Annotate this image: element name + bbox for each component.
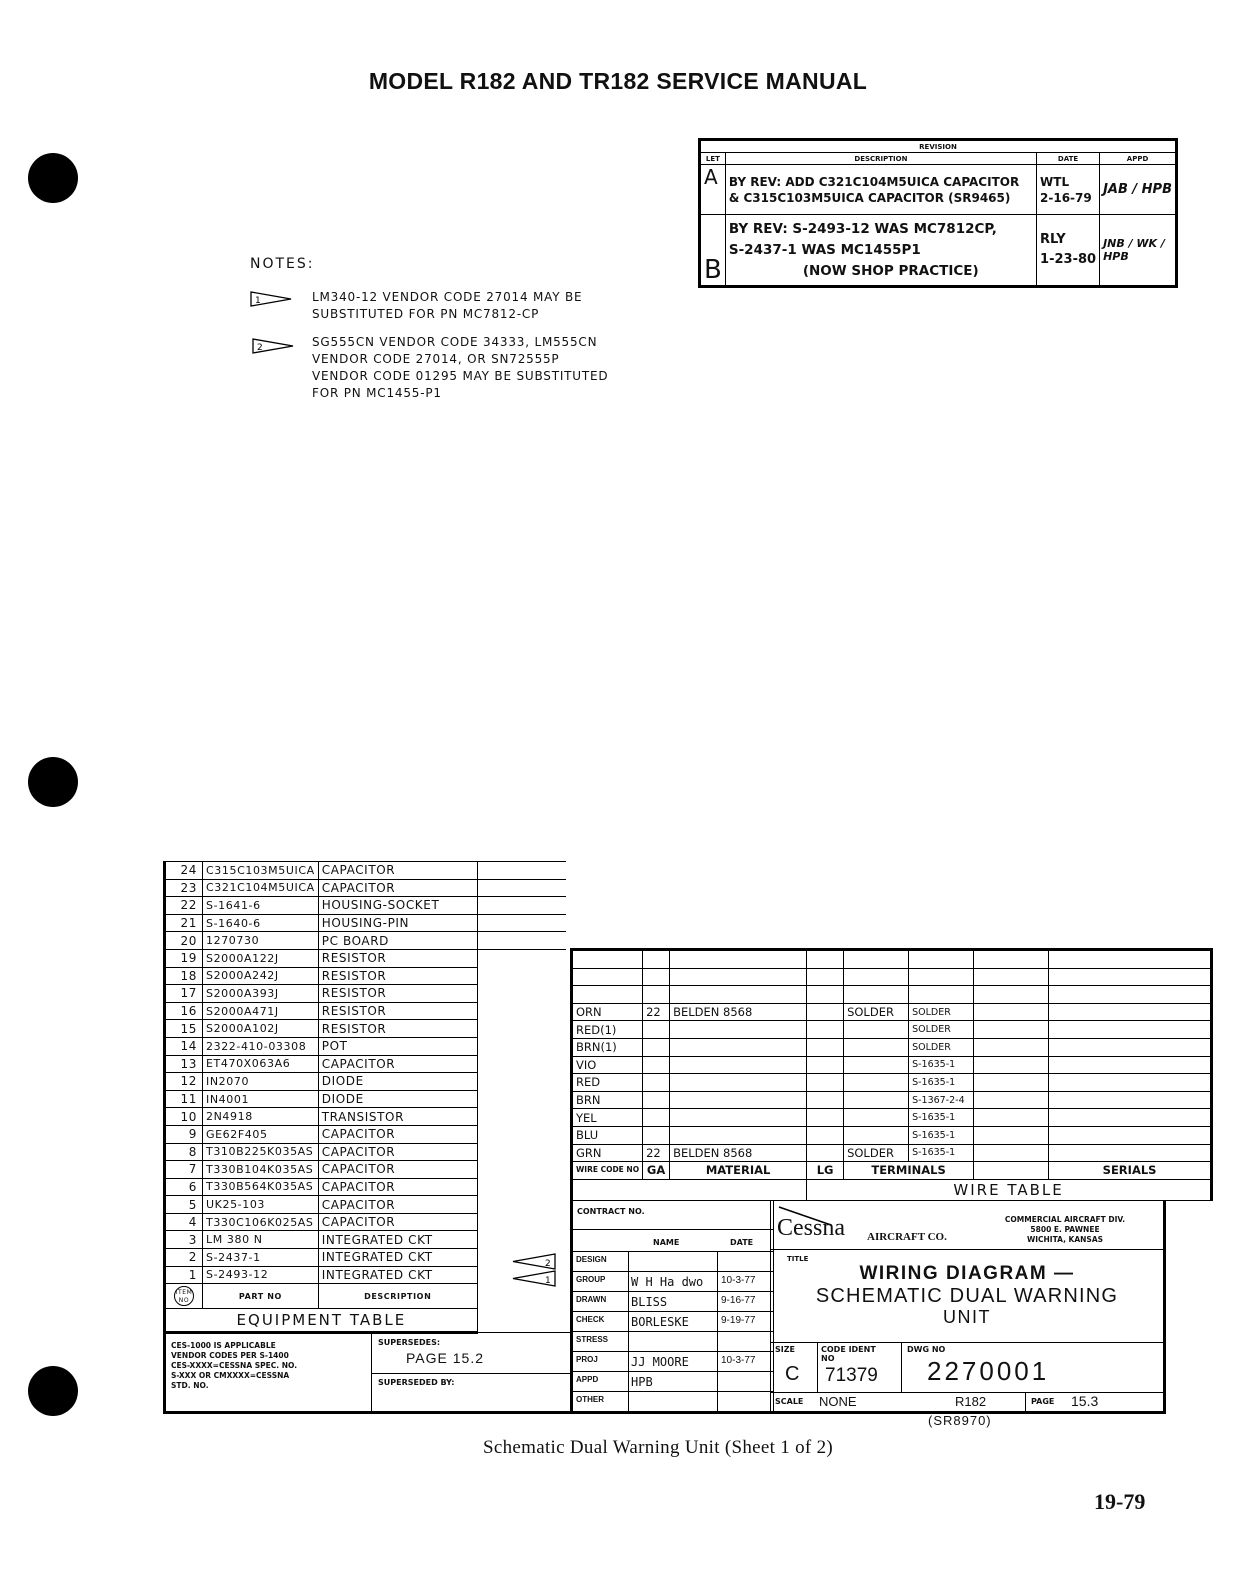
wire-material (670, 1126, 807, 1144)
note-flag-1 (250, 291, 292, 307)
signature-date: 9-16-77 (721, 1295, 756, 1306)
wire-terminal-1 (844, 1091, 909, 1109)
note-line: LM340-12 VENDOR CODE 27014 MAY BE (312, 290, 583, 304)
equip-part-number: T330B564K035AS (203, 1178, 319, 1196)
note-line: SUBSTITUTED FOR PN MC7812-CP (312, 307, 540, 321)
revision-letter: A (700, 165, 726, 215)
equipment-row (165, 1161, 566, 1179)
division-address (973, 1215, 1157, 1245)
signature-role: CHECK (576, 1315, 605, 1324)
page-value: 15.3 (1071, 1393, 1099, 1409)
wire-code: GRN (572, 1144, 643, 1162)
revision-approval: JAB / HPB (1100, 165, 1177, 215)
wire-serials (1049, 1021, 1212, 1039)
figure-caption: Schematic Dual Warning Unit (Sheet 1 of 2) (483, 1437, 833, 1458)
wire-row (572, 1003, 1212, 1021)
equip-description: CAPACITOR (318, 1125, 477, 1143)
equip-description: CAPACITOR (318, 1161, 477, 1179)
equip-description: CAPACITOR (318, 862, 477, 880)
item-flag-number: 2 (545, 1259, 551, 1269)
wire-code: ORN (572, 1003, 643, 1021)
signature-name: HPB (631, 1375, 653, 1389)
wire-blank (974, 1109, 1049, 1127)
wire-material (670, 1109, 807, 1127)
equipment-row (165, 1231, 566, 1249)
equip-description: CAPACITOR (318, 1196, 477, 1214)
equip-item-number: 1 (165, 1266, 203, 1284)
equipment-table (163, 861, 566, 1334)
note-line: SG555CN VENDOR CODE 34333, LM555CN (312, 335, 598, 349)
wire-terminal-1 (844, 1126, 909, 1144)
signature-role: GROUP (576, 1275, 606, 1284)
wire-code: YEL (572, 1109, 643, 1127)
title-block (770, 1200, 1166, 1414)
wire-blank (974, 1021, 1049, 1039)
item-2-flag (512, 1253, 556, 1270)
wire-terminal-2: S-1635-1 (909, 1144, 974, 1162)
signature-row (573, 1391, 773, 1411)
equip-item-number: 5 (165, 1196, 203, 1214)
signature-row (573, 1351, 773, 1371)
wire-serials (1049, 1091, 1212, 1109)
title-label: TITLE (787, 1255, 809, 1263)
equip-item-number: 17 (165, 985, 203, 1003)
wire-material: BELDEN 8568 (670, 1144, 807, 1162)
revision-row-a (700, 165, 1177, 215)
scale-label: SCALE (775, 1397, 804, 1406)
equipment-row (165, 1108, 566, 1126)
revision-block (698, 138, 1178, 288)
wire-material: BELDEN 8568 (670, 1003, 807, 1021)
wire-row (572, 1109, 1212, 1127)
applicability-line: STD. NO. (171, 1381, 209, 1390)
signature-date: 10-3-77 (721, 1355, 756, 1366)
wire-length (807, 1003, 844, 1021)
signature-role: APPD (576, 1375, 599, 1384)
wire-material (670, 1021, 807, 1039)
wire-terminal-1 (844, 1056, 909, 1074)
wire-col-material: MATERIAL (670, 1162, 807, 1180)
equip-description: INTEGRATED CKT (318, 1231, 477, 1249)
drawing-title-line-1: WIRING DIAGRAM — (859, 1263, 1075, 1284)
signature-role: DRAWN (576, 1295, 607, 1304)
equip-part-number: IN2070 (203, 1073, 319, 1091)
equip-part-number: C315C103M5UICA (203, 862, 319, 880)
note-flag-number: 1 (255, 296, 261, 306)
wire-terminal-2: S-1635-1 (909, 1056, 974, 1074)
wire-blank (974, 1038, 1049, 1056)
equip-description: DIODE (318, 1090, 477, 1108)
equipment-table-label: EQUIPMENT TABLE (165, 1309, 478, 1333)
revision-approval: JNB / WK / HPB (1100, 215, 1177, 287)
wire-terminal-1 (844, 1109, 909, 1127)
equip-part-number: S-1641-6 (203, 897, 319, 915)
wire-length (807, 1109, 844, 1127)
equip-part-number: T330B104K035AS (203, 1161, 319, 1179)
page-title: MODEL R182 AND TR182 SERVICE MANUAL (368, 68, 868, 94)
wire-row (572, 1074, 1212, 1092)
wire-length (807, 1126, 844, 1144)
equip-description: CAPACITOR (318, 1143, 477, 1161)
signature-row (573, 1271, 773, 1291)
wire-terminal-1 (844, 1074, 909, 1092)
wire-code: BLU (572, 1126, 643, 1144)
wire-length (807, 1091, 844, 1109)
size-label: SIZE (775, 1345, 796, 1354)
binder-hole-bottom (28, 1366, 78, 1416)
equip-col-part: PART NO (203, 1284, 319, 1309)
serial-reference: (SR8970) (928, 1413, 992, 1428)
wire-row (572, 1091, 1212, 1109)
revision-description: & C315C103M5UICA CAPACITOR (SR9465) (728, 190, 1011, 205)
wire-terminal-1 (844, 1038, 909, 1056)
equip-item-number: 24 (165, 862, 203, 880)
wire-gauge: 22 (643, 1003, 670, 1021)
equipment-row (165, 1125, 566, 1143)
applicability-line: CES-1000 IS APPLICABLE (171, 1341, 276, 1350)
revision-letter: B (700, 215, 726, 287)
signature-row (573, 1371, 773, 1391)
wire-length (807, 1074, 844, 1092)
wire-col-serials: SERIALS (1049, 1162, 1212, 1180)
equip-item-number: 13 (165, 1055, 203, 1073)
wire-terminal-2: SOLDER (909, 1021, 974, 1039)
equipment-row (165, 1143, 566, 1161)
equip-description: INTEGRATED CKT (318, 1249, 477, 1267)
wire-blank (974, 1126, 1049, 1144)
wire-length (807, 1056, 844, 1074)
equip-description: CAPACITOR (318, 1213, 477, 1231)
superseded-by-label: SUPERSEDED BY: (378, 1378, 455, 1387)
item-no-icon (174, 1286, 194, 1306)
signature-role: DESIGN (576, 1255, 607, 1264)
equip-item-number: 7 (165, 1161, 203, 1179)
equip-description: RESISTOR (318, 949, 477, 967)
equip-part-number: S2000A102J (203, 1020, 319, 1038)
revision-date: 2-16-79 (1040, 190, 1092, 205)
wire-blank (974, 1056, 1049, 1074)
wire-terminal-2: S-1635-1 (909, 1126, 974, 1144)
equip-item-number: 4 (165, 1213, 203, 1231)
wire-blank (974, 1091, 1049, 1109)
equip-description: HOUSING-SOCKET (318, 897, 477, 915)
equipment-row (165, 1090, 566, 1108)
equip-description: TRANSISTOR (318, 1108, 477, 1126)
wire-terminal-1: SOLDER (844, 1144, 909, 1162)
equip-part-number: T310B225K035AS (203, 1143, 319, 1161)
wire-terminal-2: SOLDER (909, 1038, 974, 1056)
division-line: COMMERCIAL AIRCRAFT DIV. (1004, 1215, 1126, 1224)
signature-row (573, 1251, 773, 1271)
revision-initials: WTL (1040, 174, 1070, 189)
equip-item-number: 18 (165, 967, 203, 985)
page-number: 19-79 (1094, 1489, 1146, 1514)
wire-col-lg: LG (807, 1162, 844, 1180)
revision-description: BY REV: S-2493-12 WAS MC7812CP, (728, 220, 997, 237)
wire-terminal-2: SOLDER (909, 1003, 974, 1021)
equip-item-number: 6 (165, 1178, 203, 1196)
supersedes-value: PAGE 15.2 (406, 1350, 485, 1366)
equip-part-number: LM 380 N (203, 1231, 319, 1249)
equip-description: HOUSING-PIN (318, 914, 477, 932)
equip-description: RESISTOR (318, 967, 477, 985)
signature-date: 10-3-77 (721, 1275, 756, 1286)
equip-part-number: C321C104M5UICA (203, 879, 319, 897)
equip-part-number: IN4001 (203, 1090, 319, 1108)
equip-item-number: 9 (165, 1125, 203, 1143)
equipment-row (165, 914, 566, 932)
note-line: VENDOR CODE 01295 MAY BE SUBSTITUTED (312, 369, 609, 383)
equipment-row (165, 1055, 566, 1073)
wire-terminal-1 (844, 1021, 909, 1039)
equip-part-number: S2000A393J (203, 985, 319, 1003)
equip-item-number: 22 (165, 897, 203, 915)
wire-terminal-1: SOLDER (844, 1003, 909, 1021)
wire-material (670, 1038, 807, 1056)
equip-item-number: 3 (165, 1231, 203, 1249)
equipment-row (165, 897, 566, 915)
equip-description: POT (318, 1037, 477, 1055)
revision-col-description: DESCRIPTION (725, 153, 1036, 165)
equipment-row (165, 1249, 566, 1267)
binder-hole-top (28, 153, 78, 203)
equip-part-number: S-2493-12 (203, 1266, 319, 1284)
equipment-row (165, 1196, 566, 1214)
signature-row (573, 1311, 773, 1331)
wire-code: RED (572, 1074, 643, 1092)
wire-serials (1049, 1144, 1212, 1162)
equip-item-number: 16 (165, 1002, 203, 1020)
contract-block (570, 1200, 774, 1414)
binder-hole-middle (28, 757, 78, 807)
dwg-no-value: 2270001 (927, 1356, 1050, 1386)
item-1-flag (512, 1270, 556, 1287)
wire-material (670, 1091, 807, 1109)
equip-item-number: 10 (165, 1108, 203, 1126)
wire-serials (1049, 1003, 1212, 1021)
signature-role: PROJ (576, 1355, 598, 1364)
signature-row (573, 1331, 773, 1351)
wire-row (572, 1021, 1212, 1039)
equip-description: CAPACITOR (318, 1055, 477, 1073)
equipment-row (165, 1073, 566, 1091)
wire-table (570, 948, 1213, 1201)
equipment-row (165, 1178, 566, 1196)
wire-row (572, 1056, 1212, 1074)
wire-serials (1049, 1038, 1212, 1056)
wire-serials (1049, 1126, 1212, 1144)
wire-blank (974, 1144, 1049, 1162)
equip-description: DIODE (318, 1073, 477, 1091)
equip-part-number: S-1640-6 (203, 914, 319, 932)
equipment-row (165, 879, 566, 897)
equipment-row (165, 932, 566, 950)
wire-serials (1049, 1074, 1212, 1092)
code-ident-value: 71379 (825, 1365, 878, 1386)
wire-gauge (643, 1074, 670, 1092)
applicability-line: VENDOR CODES PER S-1400 (171, 1351, 289, 1360)
applicability-note (171, 1341, 297, 1391)
note-line: VENDOR CODE 27014, OR SN72555P (312, 352, 560, 366)
wire-terminal-2: S-1635-1 (909, 1109, 974, 1127)
equip-part-number: S2000A471J (203, 1002, 319, 1020)
signature-name: BLISS (631, 1295, 668, 1309)
contract-label: CONTRACT NO. (577, 1207, 645, 1216)
equip-item-number: 19 (165, 949, 203, 967)
equip-item-number: 21 (165, 914, 203, 932)
wire-col-terminals: TERMINALS (844, 1162, 974, 1180)
signature-name: JJ MOORE (631, 1355, 689, 1369)
equip-item-number: 20 (165, 932, 203, 950)
equipment-row (165, 1266, 566, 1284)
revision-description: S-2437-1 WAS MC1455P1 (728, 241, 921, 258)
wire-row (572, 1126, 1212, 1144)
wire-blank (974, 1003, 1049, 1021)
equip-part-number: UK25-103 (203, 1196, 319, 1214)
wire-terminal-2: S-1635-1 (909, 1074, 974, 1092)
revision-col-let: LET (700, 153, 726, 165)
equip-description: CAPACITOR (318, 879, 477, 897)
wire-material (670, 1074, 807, 1092)
equipment-row (165, 1037, 566, 1055)
dwg-no-label: DWG NO (907, 1345, 946, 1354)
company-suffix: AIRCRAFT CO. (867, 1231, 947, 1243)
notes-heading: NOTES: (250, 256, 315, 272)
equip-item-number: 23 (165, 879, 203, 897)
signature-name: BORLESKE (631, 1315, 689, 1329)
supersedes-block (163, 1332, 573, 1414)
size-value: C (785, 1363, 800, 1385)
revision-date: 1-23-80 (1040, 252, 1097, 267)
col-date-label: DATE (730, 1238, 754, 1247)
revision-description: (NOW SHOP PRACTICE) (802, 262, 979, 279)
wire-code: RED(1) (572, 1021, 643, 1039)
equip-part-number: ET470X063A6 (203, 1055, 319, 1073)
equipment-row (165, 1002, 566, 1020)
wire-gauge (643, 1126, 670, 1144)
wire-serials (1049, 1056, 1212, 1074)
equip-description: RESISTOR (318, 1002, 477, 1020)
scale-value: NONE (819, 1394, 857, 1409)
equipment-row (165, 1213, 566, 1231)
equipment-row (165, 1020, 566, 1038)
wire-gauge (643, 1056, 670, 1074)
equip-description: RESISTOR (318, 1020, 477, 1038)
equip-part-number: S2000A122J (203, 949, 319, 967)
equipment-row (165, 949, 566, 967)
equipment-row (165, 862, 566, 880)
wire-length (807, 1021, 844, 1039)
equip-part-number: 2322-410-03308 (203, 1037, 319, 1055)
revision-row-b (700, 215, 1177, 287)
company-logo: Cessna (777, 1215, 845, 1241)
equipment-row (165, 967, 566, 985)
wire-length (807, 1144, 844, 1162)
note-2 (312, 334, 608, 402)
division-line: 5800 E. PAWNEE (1030, 1225, 1100, 1234)
revision-heading: REVISION (700, 140, 1177, 153)
equip-part-number: GE62F405 (203, 1125, 319, 1143)
revision-col-appd: APPD (1100, 153, 1177, 165)
wire-serials (1049, 1109, 1212, 1127)
wire-gauge: 22 (643, 1144, 670, 1162)
signature-role: OTHER (576, 1395, 604, 1404)
wire-material (670, 1056, 807, 1074)
signature-name: W H Ha dwo (631, 1275, 704, 1289)
equip-part-number: S2000A242J (203, 967, 319, 985)
equip-description: CAPACITOR (318, 1178, 477, 1196)
equip-item-number: 11 (165, 1090, 203, 1108)
wire-row (572, 1144, 1212, 1162)
wire-table-label: WIRE TABLE (807, 1179, 1212, 1200)
code-ident-label: CODE IDENT NO (821, 1345, 876, 1363)
drawing-title-line-3: UNIT (943, 1307, 991, 1327)
wire-gauge (643, 1038, 670, 1056)
equip-col-desc: DESCRIPTION (318, 1284, 477, 1309)
note-1 (312, 289, 582, 323)
revision-col-date: DATE (1037, 153, 1100, 165)
wire-code: VIO (572, 1056, 643, 1074)
revision-description: BY REV: ADD C321C104M5UICA CAPACITOR (728, 174, 1020, 189)
signature-role: STRESS (576, 1335, 609, 1344)
wire-blank (974, 1074, 1049, 1092)
equip-part-number: 2N4918 (203, 1108, 319, 1126)
equip-description: INTEGRATED CKT (318, 1266, 477, 1284)
wire-code: BRN (572, 1091, 643, 1109)
wire-col-ga: GA (643, 1162, 670, 1180)
equip-item-number: 14 (165, 1037, 203, 1055)
equip-part-number: S-2437-1 (203, 1249, 319, 1267)
equip-item-number: 15 (165, 1020, 203, 1038)
note-flag-2 (252, 338, 294, 354)
equip-item-number: 12 (165, 1073, 203, 1091)
wire-col-code: WIRE CODE NO (572, 1162, 643, 1180)
page-label: PAGE (1031, 1397, 1055, 1406)
revision-initials: RLY (1040, 232, 1066, 247)
wire-gauge (643, 1109, 670, 1127)
equip-item-number: 2 (165, 1249, 203, 1267)
equip-description: RESISTOR (318, 985, 477, 1003)
equipment-row (165, 985, 566, 1003)
item-flag-number: 1 (545, 1276, 551, 1286)
applicability-line: S-XXX OR CMXXXX=CESSNA (171, 1371, 290, 1380)
equip-part-number: T330C106K025AS (203, 1213, 319, 1231)
note-line: FOR PN MC1455-P1 (312, 386, 442, 400)
wire-code: BRN(1) (572, 1038, 643, 1056)
signature-row (573, 1291, 773, 1311)
col-name-label: NAME (653, 1238, 680, 1247)
division-line: WICHITA, KANSAS (1026, 1235, 1104, 1244)
equip-col-item: ITEM NO (175, 1289, 193, 1305)
equip-item-number: 8 (165, 1143, 203, 1161)
signature-date: 9-19-77 (721, 1315, 756, 1326)
wire-terminal-2: S-1367-2-4 (909, 1091, 974, 1109)
wire-length (807, 1038, 844, 1056)
applicability-line: CES-XXXX=CESSNA SPEC. NO. (171, 1361, 298, 1370)
supersedes-label: SUPERSEDES: (378, 1338, 441, 1347)
equip-part-number: 1270730 (203, 932, 319, 950)
model-value: R182 (955, 1394, 987, 1409)
note-flag-number: 2 (257, 343, 263, 353)
drawing-title-line-2: SCHEMATIC DUAL WARNING (815, 1285, 1119, 1307)
equip-description: PC BOARD (318, 932, 477, 950)
wire-row (572, 1038, 1212, 1056)
wire-gauge (643, 1091, 670, 1109)
wire-gauge (643, 1021, 670, 1039)
